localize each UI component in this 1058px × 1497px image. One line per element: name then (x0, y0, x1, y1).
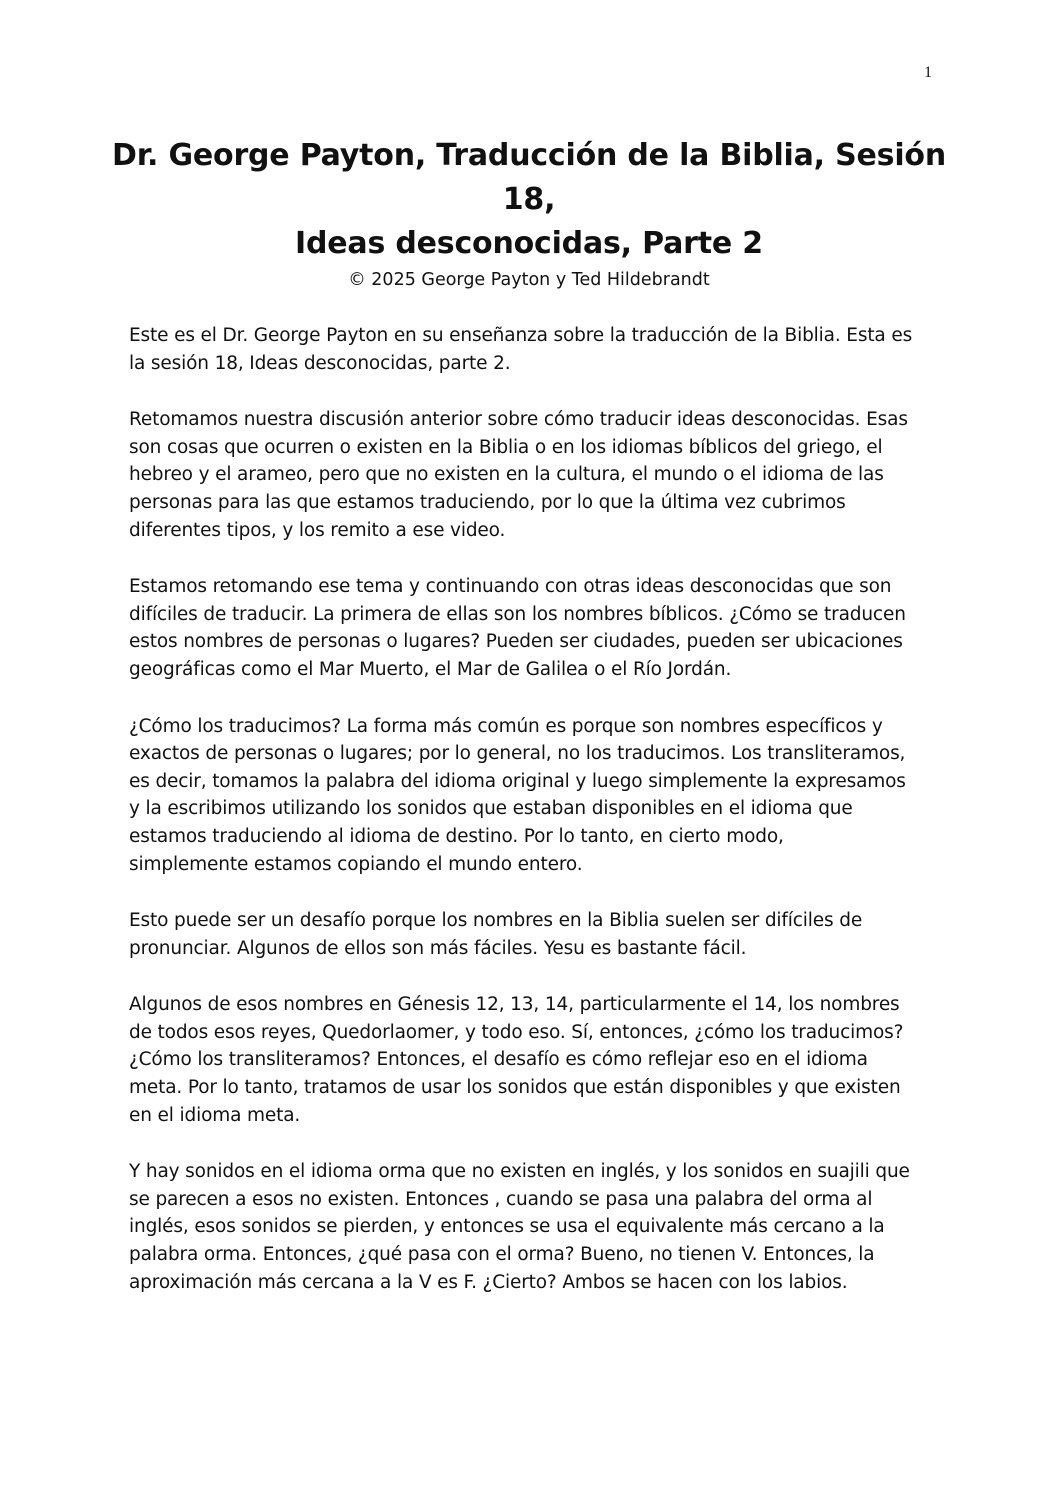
document-title-line-3: Ideas desconocidas, Parte 2 (295, 226, 763, 261)
paragraph-line: la sesión 18, Ideas desconocidas, parte 2. (129, 352, 511, 374)
paragraph-line: hebreo y el arameo, pero que no existen en la cultura, el mundo o el idioma de las (129, 464, 884, 486)
copyright-notice: © 2025 George Payton y Ted Hildebrandt (348, 270, 710, 290)
paragraph-line: meta. Por lo tanto, tratamos de usar los sonidos que están disponibles y que existen (129, 1077, 901, 1099)
title-block (100, 134, 958, 294)
paragraph-2 (129, 406, 939, 544)
paragraph-line: Esto puede ser un desafío porque los nombres en la Biblia suelen ser difíciles de (129, 910, 863, 932)
paragraph-line: Este es el Dr. George Payton en su enseñanza sobre la traducción de la Biblia. Esta es (129, 325, 913, 346)
paragraph-line: de todos esos reyes, Quedorlaomer, y todo eso. Sí, entonces, ¿cómo los traducimos? (129, 1021, 904, 1043)
paragraph-line: exactos de personas o lugares; por lo general, no los traducimos. Los transliteramos, (129, 743, 906, 765)
paragraph-3 (129, 573, 939, 683)
paragraph-line: Estamos retomando ese tema y continuando con otras ideas desconocidas que son (129, 576, 892, 598)
paragraph-line: se parecen a esos no existen. Entonces , cuando se pasa una palabra del orma al (129, 1188, 873, 1210)
paragraph-6 (129, 991, 939, 1129)
paragraph-line: palabra orma. Entonces, ¿qué pasa con el orma? Bueno, no tienen V. Entonces, la (129, 1244, 875, 1266)
paragraph-5 (129, 907, 939, 962)
body-text (129, 322, 939, 1325)
paragraph-line: es decir, tomamos la palabra del idioma original y luego simplemente la expresamos (129, 770, 906, 792)
paragraph-line: geográficas como el Mar Muerto, el Mar de Galilea o el Río Jordán. (129, 658, 732, 680)
document-title-line-2: 18, (502, 182, 556, 217)
paragraph-1 (129, 322, 939, 377)
paragraph-line: simplemente estamos copiando el mundo entero. (129, 853, 583, 875)
paragraph-7 (129, 1158, 939, 1296)
paragraph-4 (129, 713, 939, 879)
paragraph-line: y la escribimos utilizando los sonidos que estaban disponibles en el idioma que (129, 798, 853, 820)
document-title-line-1: Dr. George Payton, Traducción de la Biblia, Sesión (112, 138, 946, 173)
paragraph-line: pronunciar. Algunos de ellos son más fáciles. Yesu es bastante fácil. (129, 937, 747, 959)
paragraph-line: diferentes tipos, y los remito a ese video. (129, 519, 506, 541)
paragraph-line: estamos traduciendo al idioma de destino. Por lo tanto, en cierto modo, (129, 825, 784, 847)
paragraph-line: difíciles de traducir. La primera de ellas son los nombres bíblicos. ¿Cómo se traducen (129, 603, 906, 625)
paragraph-line: inglés, esos sonidos se pierden, y entonces se usa el equivalente más cercano a la (129, 1216, 885, 1238)
paragraph-line: estos nombres de personas o lugares? Pueden ser ciudades, pueden ser ubicaciones (129, 631, 903, 653)
paragraph-line: personas para las que estamos traduciendo, por lo que la última vez cubrimos (129, 491, 846, 513)
paragraph-line: Y hay sonidos en el idioma orma que no existen en inglés, y los sonidos en suajili que (129, 1161, 910, 1183)
paragraph-line: son cosas que ocurren o existen en la Biblia o en los idiomas bíblicos del griego, el (129, 436, 883, 458)
page-number: 1 (924, 64, 932, 81)
paragraph-line: ¿Cómo los traducimos? La forma más común es porque son nombres específicos y (129, 715, 883, 737)
paragraph-line: Algunos de esos nombres en Génesis 12, 13, 14, particularmente el 14, los nombres (129, 994, 900, 1016)
paragraph-line: ¿Cómo los transliteramos? Entonces, el desafío es cómo reflejar eso en el idioma (129, 1049, 868, 1071)
paragraph-line: en el idioma meta. (129, 1104, 301, 1126)
paragraph-line: Retomamos nuestra discusión anterior sobre cómo traducir ideas desconocidas. Esas (129, 409, 908, 431)
paragraph-line: aproximación más cercana a la V es F. ¿Cierto? Ambos se hacen con los labios. (129, 1271, 848, 1293)
